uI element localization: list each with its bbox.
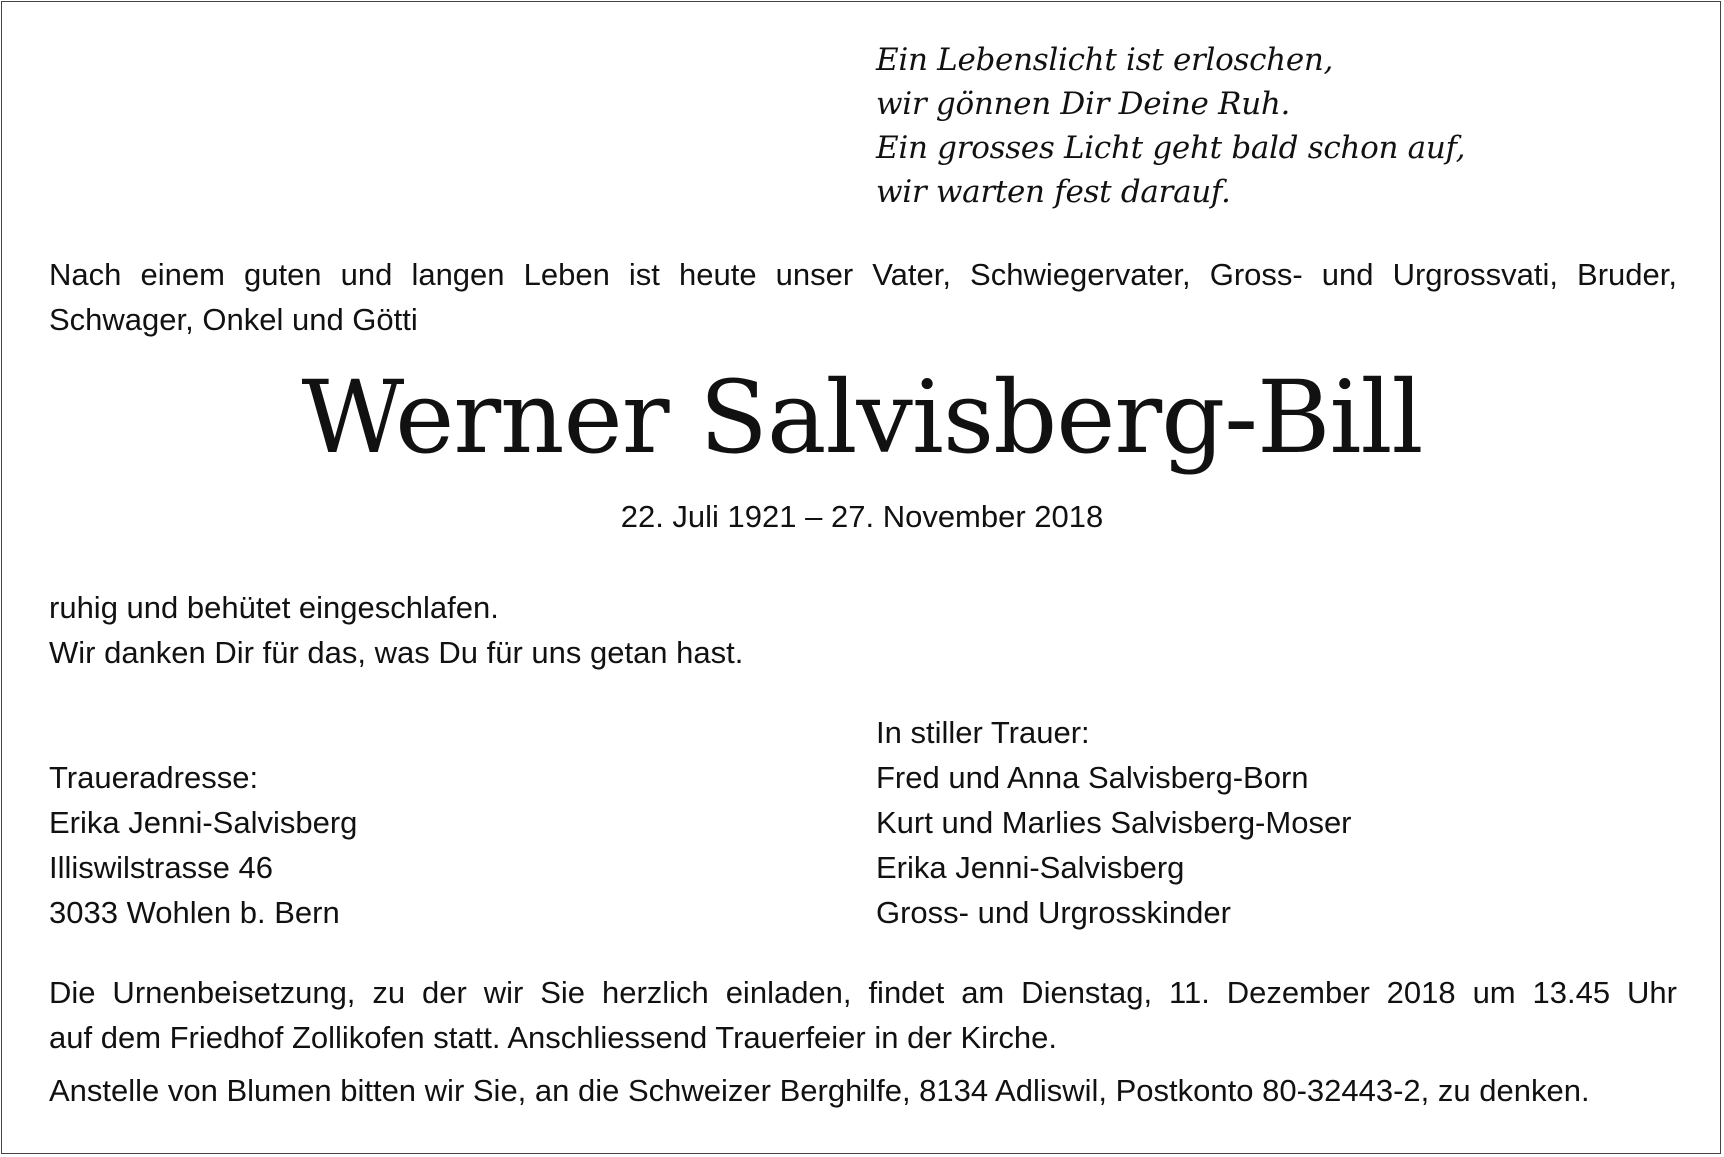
intro-line: Schwager, Onkel und Götti <box>49 302 418 337</box>
mourner-name: Gross- und Urgrosskinder <box>876 895 1231 930</box>
address-line: 3033 Wohlen b. Bern <box>49 895 340 930</box>
poem <box>876 38 1465 214</box>
address-line: Illiswilstrasse 46 <box>49 850 273 885</box>
ceremony-paragraph <box>49 970 1677 1060</box>
address-heading: Traueradresse: <box>49 760 259 795</box>
closing-line: ruhig und behütet eingeschlafen. <box>49 590 499 625</box>
closing-line: Wir danken Dir für das, was Du für uns getan hast. <box>49 635 744 670</box>
mourner-name: Erika Jenni-Salvisberg <box>876 850 1185 885</box>
address-line: Erika Jenni-Salvisberg <box>49 805 358 840</box>
intro-paragraph <box>49 252 1677 342</box>
mourners-heading: In stiller Trauer: <box>876 715 1090 750</box>
ceremony-line: auf dem Friedhof Zollikofen statt. Anschliessend Trauerfeier in der Kirche. <box>49 1020 1057 1055</box>
mourners-block <box>876 710 1352 935</box>
donation-note: Anstelle von Blumen bitten wir Sie, an die Schweizer Berghilfe, 8134 Adliswil, Postkonto 80-32443-2, zu denken. <box>49 1073 1590 1108</box>
deceased-name: Werner Salvisberg-Bill <box>301 359 1423 476</box>
poem-line: Ein Lebenslicht ist erloschen, <box>876 42 1334 78</box>
life-dates: 22. Juli 1921 – 27. November 2018 <box>620 499 1104 534</box>
poem-line: wir warten fest darauf. <box>876 174 1231 210</box>
mourner-name: Fred und Anna Salvisberg-Born <box>876 760 1309 795</box>
mourning-address <box>49 755 357 935</box>
ceremony-line: Die Urnenbeisetzung, zu der wir Sie herzlich einladen, findet am Dienstag, 11. Dezember 2018 um 13.45 Uhr <box>49 975 1677 1010</box>
poem-line: wir gönnen Dir Deine Ruh. <box>876 86 1291 122</box>
mourner-name: Kurt und Marlies Salvisberg-Moser <box>876 805 1352 840</box>
closing-paragraph <box>49 585 743 675</box>
intro-line: Nach einem guten und langen Leben ist heute unser Vater, Schwiegervater, Gross- und Urgrossvati, Bruder, <box>49 257 1677 292</box>
poem-line: Ein grosses Licht geht bald schon auf, <box>876 130 1466 166</box>
